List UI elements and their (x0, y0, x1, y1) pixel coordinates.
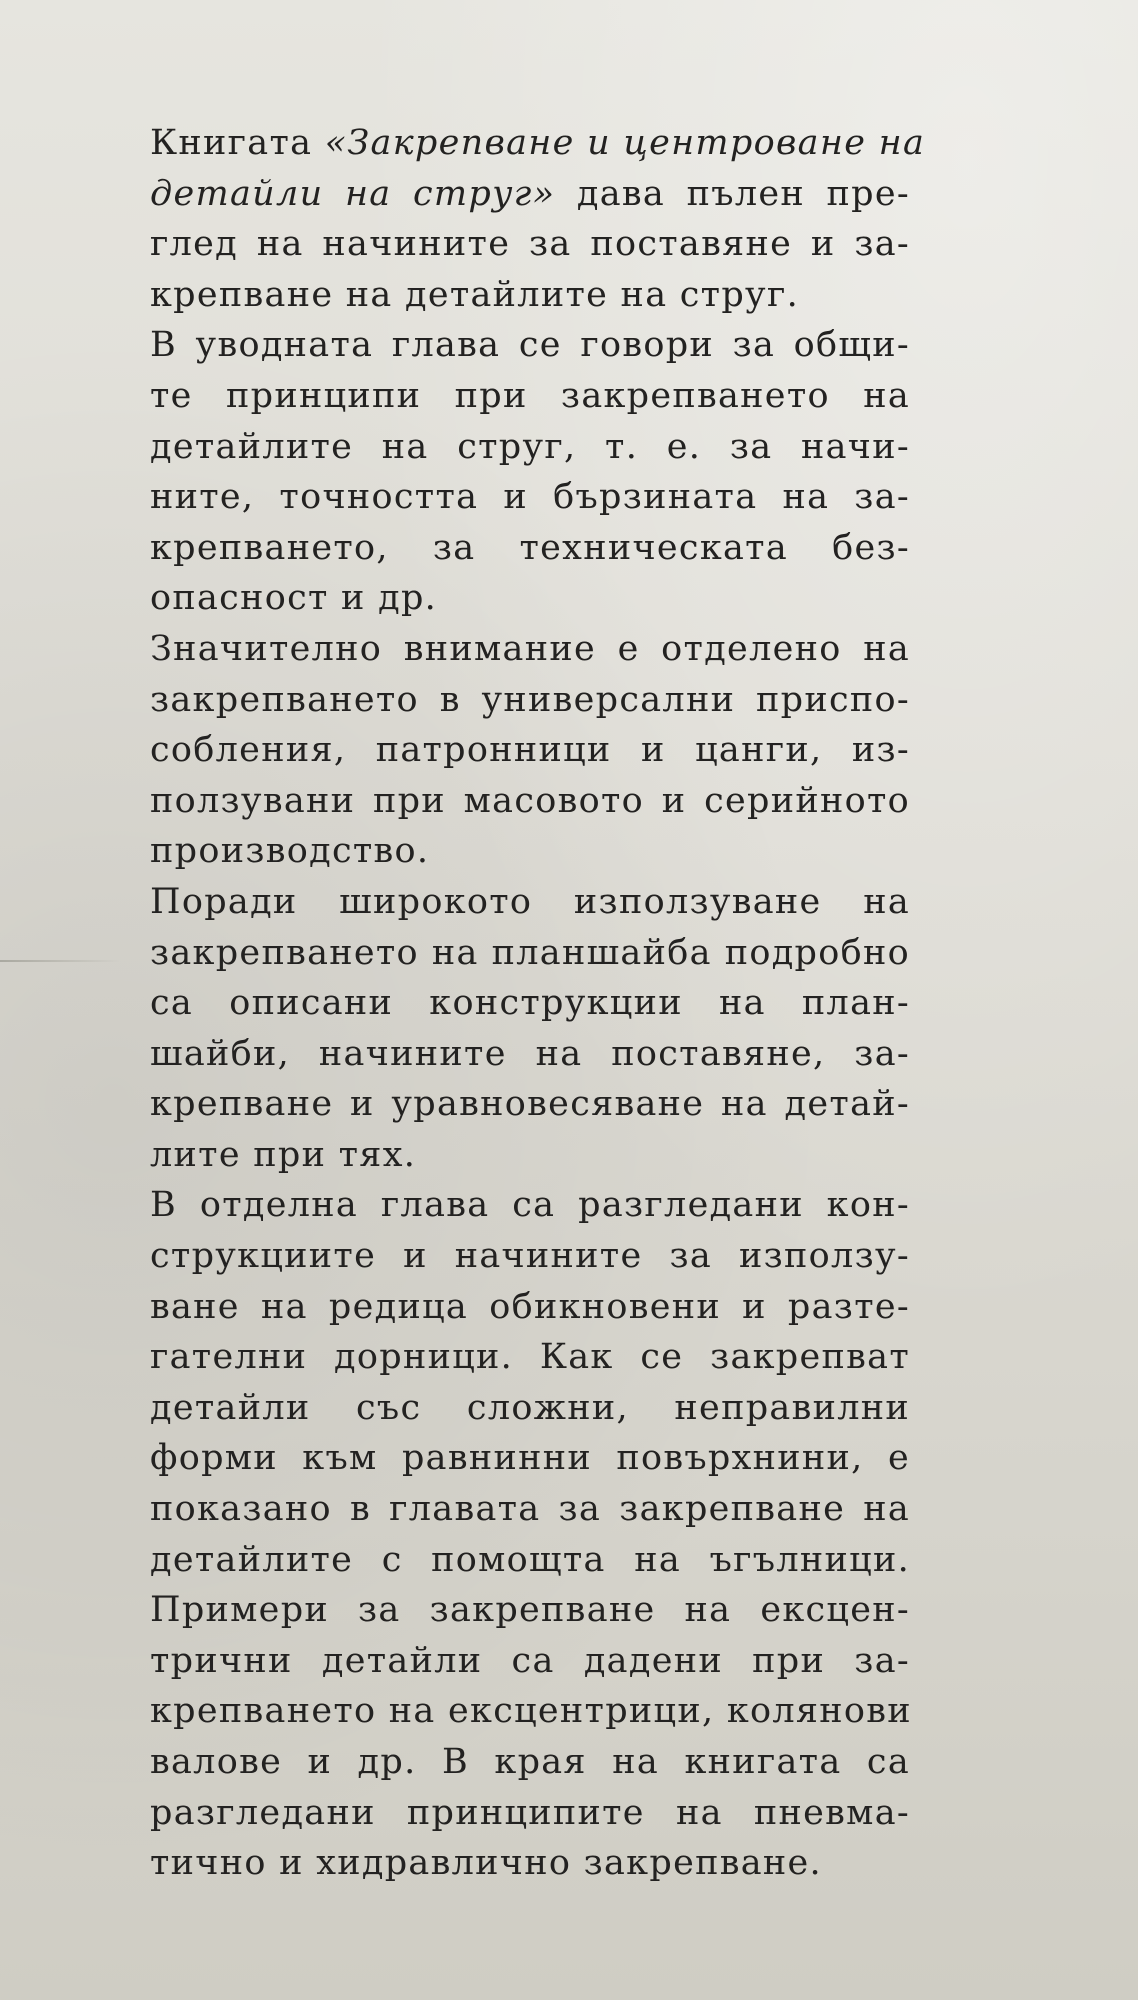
text-line (150, 1029, 910, 1080)
text-run: В отделна глава са разгледани кон- (150, 1185, 910, 1226)
text-line (150, 1535, 910, 1586)
text-line (150, 371, 910, 422)
text-line (150, 928, 910, 979)
text-line (150, 1079, 910, 1130)
text-line (150, 1484, 910, 1535)
text-run: шайби, начините на поставяне, за- (150, 1033, 910, 1074)
text-run: дава пълен пре- (555, 173, 910, 214)
text-run: детайлите на струг, т. е. за начи- (150, 426, 910, 467)
text-line (150, 624, 910, 675)
text-run: са описани конструкции на план- (150, 983, 910, 1024)
text-run: трични детайли са дадени при за- (150, 1640, 910, 1681)
paragraph (150, 1180, 910, 1888)
text-run: закрепването в универсални приспо- (150, 679, 910, 720)
text-line (150, 219, 910, 270)
text-line (150, 1838, 910, 1889)
text-run: ползувани при масовото и серийното (150, 780, 910, 821)
text-line (150, 1383, 910, 1434)
text-run: В уводната глава се говори за общи- (150, 325, 910, 366)
text-run: гателни дорници. Как се закрепват (150, 1337, 910, 1378)
text-line (150, 422, 910, 473)
text-line (150, 573, 910, 624)
paragraph (150, 877, 910, 1181)
text-run: струкциите и начините за използу- (150, 1236, 910, 1277)
text-line (150, 1231, 910, 1282)
page-crease (0, 960, 120, 962)
text-run: детайли със сложни, неправилни (150, 1387, 910, 1428)
text-run: Примери за закрепване на ексцен- (150, 1590, 910, 1631)
text-line (150, 472, 910, 523)
paragraph (150, 320, 910, 624)
text-run: детайлите с помощта на ъгълници. (150, 1539, 910, 1580)
text-line (150, 1585, 910, 1636)
book-title-italic: «Закрепване и центроване на (324, 123, 926, 163)
text-line (150, 320, 910, 371)
text-run: показано в главата за закрепване на (150, 1489, 910, 1530)
text-line (150, 978, 910, 1029)
text-run: Книгата (150, 123, 325, 163)
text-run: ване на редица обикновени и разте- (150, 1286, 910, 1327)
text-line (150, 675, 910, 726)
text-run: форми към равнинни повърхнини, е (150, 1438, 910, 1479)
text-line (150, 1433, 910, 1484)
text-line (150, 1788, 910, 1839)
text-line (150, 1282, 910, 1333)
text-line (150, 1686, 910, 1737)
book-title-italic: детайли на струг» (150, 173, 556, 214)
text-run: крепването на ексцентрици, колянови (150, 1691, 912, 1732)
text-line (150, 118, 926, 169)
text-run: собления, патронници и цанги, из- (150, 730, 910, 771)
text-run: крепването, за техническата без- (150, 527, 910, 568)
text-line (150, 776, 910, 827)
text-line (150, 1130, 910, 1181)
text-line (150, 1180, 910, 1231)
text-run: закрепването на планшайба подробно (150, 932, 910, 973)
text-run: те принципи при закрепването на (150, 375, 910, 416)
text-line (150, 1636, 910, 1687)
text-line (150, 1737, 910, 1788)
paragraph (150, 118, 926, 320)
text-line (150, 270, 910, 321)
text-run: Поради широкото използуване на (150, 881, 910, 922)
text-line (150, 1332, 910, 1383)
paragraph (150, 624, 910, 877)
text-run: ните, точността и бързината на за- (150, 477, 910, 518)
text-line (150, 826, 910, 877)
text-run: крепване и уравновесяване на детай- (150, 1084, 910, 1125)
text-line (150, 169, 910, 220)
text-run: Значително внимание е отделено на (150, 628, 910, 669)
text-run: крепване на детайлите на струг. (150, 274, 800, 315)
text-line (150, 523, 910, 574)
text-line (150, 877, 910, 928)
text-run: тично и хидравлично закрепване. (150, 1843, 822, 1884)
text-run: глед на начините за поставяне и за- (150, 224, 910, 265)
text-run: опасност и др. (150, 578, 438, 619)
text-line (150, 725, 910, 776)
annotation-text (150, 118, 926, 1889)
text-run: производство. (150, 831, 430, 872)
text-run: разгледани принципите на пневма- (150, 1792, 910, 1833)
text-run: валове и др. В края на книгата са (150, 1742, 910, 1782)
text-run: лите при тях. (150, 1134, 417, 1175)
